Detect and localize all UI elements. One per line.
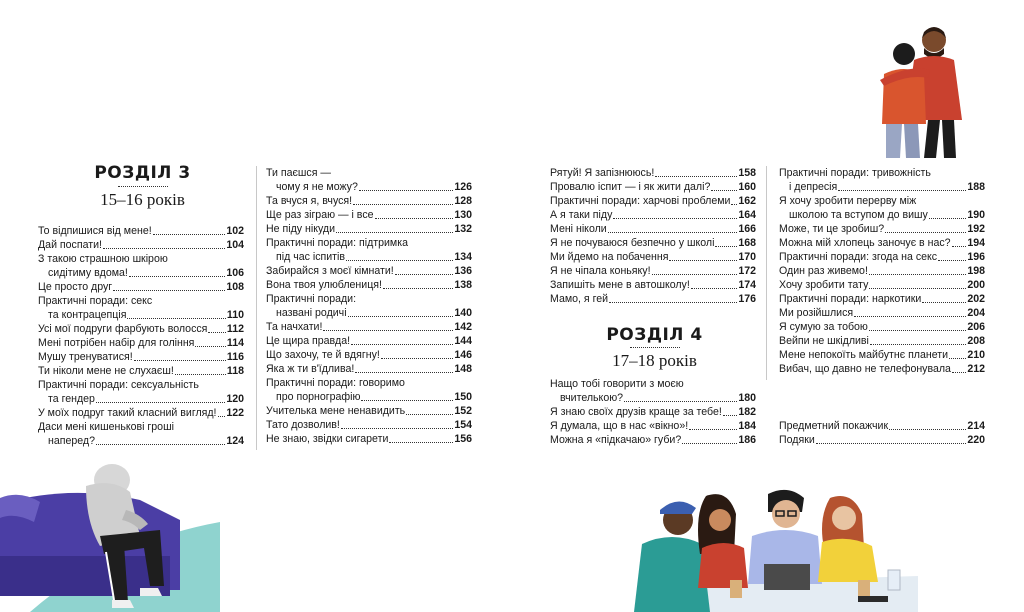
toc-page-number: 140 (454, 307, 472, 319)
toc-entry-title-line: Даси мені кишенькові гроші (38, 421, 174, 433)
toc-entry-title: Дай поспати! (38, 239, 102, 251)
toc-entry-title-line: Практичні поради: говоримо (266, 377, 405, 389)
toc-entry[interactable] (550, 236, 756, 250)
toc-leader-dots (389, 442, 453, 443)
toc-entry-title: Це просто друг (38, 281, 113, 293)
toc-page-number: 138 (454, 279, 472, 291)
toc-entry[interactable] (266, 208, 472, 222)
toc-page-number: 124 (226, 435, 244, 447)
toc-entry[interactable] (550, 180, 756, 194)
toc-leader-dots (383, 288, 453, 289)
toc-leader-dots (395, 274, 454, 275)
toc-leader-dots (816, 443, 967, 444)
toc-entry-title-line: Практичні поради: тривожність (779, 167, 931, 179)
toc-entry-title: Це щира правда! (266, 335, 351, 347)
toc-leader-dots (869, 274, 966, 275)
toc-entry[interactable] (266, 320, 472, 334)
toc-leader-dots (655, 176, 737, 177)
toc-entry-title-line: Нащо тобі говорити з моєю (550, 378, 684, 390)
toc-leader-dots (359, 190, 453, 191)
toc-entry-title: Не піду нікуди (266, 223, 335, 235)
toc-page-number: 174 (738, 279, 756, 291)
toc-leader-dots (127, 318, 225, 319)
toc-page-number: 134 (454, 251, 472, 263)
toc-leader-dots (134, 360, 226, 361)
toc-leader-dots (103, 248, 225, 249)
toc-leader-dots (691, 288, 738, 289)
toc-entry[interactable] (266, 348, 472, 362)
toc-leader-dots (952, 246, 967, 247)
toc-leader-dots (870, 344, 966, 345)
toc-entry[interactable] (38, 238, 244, 252)
toc-entry[interactable] (550, 194, 756, 208)
toc-leader-dots (889, 429, 966, 430)
toc-page-number: 176 (738, 293, 756, 305)
toc-page-number: 168 (738, 237, 756, 249)
toc-leader-dots (949, 358, 966, 359)
toc-leader-dots (624, 401, 737, 402)
toc-page-number: 122 (226, 407, 244, 419)
toc-entry[interactable] (550, 222, 756, 236)
toc-entry[interactable] (779, 433, 985, 447)
toc-leader-dots (723, 415, 737, 416)
toc-page-number: 214 (967, 420, 985, 432)
toc-entry[interactable] (779, 236, 985, 250)
toc-leader-dots (715, 246, 737, 247)
toc-entry[interactable] (779, 194, 985, 222)
toc-entry[interactable] (38, 378, 244, 406)
toc-leader-dots (208, 332, 226, 333)
toc-entry-title: Я не почуваюся безпечно у школі (550, 237, 715, 249)
toc-entry[interactable] (38, 336, 244, 350)
toc-leader-dots (689, 429, 737, 430)
toc-entry-title: Практичні поради: наркотики (779, 293, 922, 305)
toc-entry[interactable] (38, 322, 244, 336)
toc-entry-title: Ти ніколи мене не слухаєш! (38, 365, 174, 377)
toc-page-number: 162 (738, 195, 756, 207)
toc-entry-title: Я не чіпала коньяку! (550, 265, 651, 277)
toc-page-number: 186 (738, 434, 756, 446)
toc-page-number: 172 (738, 265, 756, 277)
toc-leader-dots (711, 190, 737, 191)
toc-entry-title: і депресія (789, 181, 838, 193)
toc-column-1 (38, 224, 244, 448)
toc-page-number: 118 (226, 365, 244, 377)
toc-leader-dots (609, 302, 737, 303)
toc-entry[interactable] (779, 292, 985, 306)
toc-entry[interactable] (779, 250, 985, 264)
toc-leader-dots (175, 374, 226, 375)
toc-leader-dots (869, 330, 966, 331)
toc-entry[interactable] (38, 406, 244, 420)
chapter-3-subtitle: 15–16 років (100, 190, 185, 209)
toc-entry-title: Вибач, що давно не телефонувала (779, 363, 951, 375)
toc-leader-dots (96, 402, 225, 403)
toc-page-number: 116 (226, 351, 244, 363)
toc-entry-title: Що захочу, те й вдягну! (266, 349, 380, 361)
toc-entry[interactable] (779, 362, 985, 376)
toc-leader-dots (195, 346, 225, 347)
toc-entry-title: Усі мої подруги фарбують волосся (38, 323, 208, 335)
toc-page-number: 106 (226, 267, 244, 279)
toc-page-number: 154 (454, 419, 472, 431)
toc-entry-title: Та вчуся я, вчуся! (266, 195, 353, 207)
toc-leader-dots (323, 330, 453, 331)
toc-leader-dots (381, 358, 454, 359)
toc-page-number: 148 (454, 363, 472, 375)
toc-entry[interactable] (779, 306, 985, 320)
toc-entry[interactable] (779, 264, 985, 278)
toc-entry[interactable] (779, 278, 985, 292)
toc-entry-title: Можна я «підкачаю» губи? (550, 434, 682, 446)
toc-entry-title: Може, ти це зробиш? (779, 223, 885, 235)
toc-page-number: 102 (226, 225, 244, 237)
toc-entry[interactable] (38, 252, 244, 280)
toc-entry[interactable] (38, 224, 244, 238)
toc-entry-title-line: Ти паєшся — (266, 167, 331, 179)
toc-entry-title: Провалю іспит — і як жити далі? (550, 181, 711, 193)
toc-leader-dots (608, 232, 738, 233)
toc-page-number: 150 (454, 391, 472, 403)
illustration-teen-group (618, 484, 918, 612)
toc-entry[interactable] (550, 166, 756, 180)
toc-entry[interactable] (38, 364, 244, 378)
toc-leader-dots (353, 204, 453, 205)
toc-entry-title: У моїх подруг такий класний вигляд! (38, 407, 217, 419)
toc-entry-title: Забирайся з моєї кімнати! (266, 265, 394, 277)
toc-leader-dots (346, 260, 453, 261)
toc-page-number: 126 (454, 181, 472, 193)
toc-entry[interactable] (779, 348, 985, 362)
toc-leader-dots (361, 400, 453, 401)
toc-leader-dots (682, 443, 737, 444)
chapter-4-rule (630, 347, 680, 348)
toc-entry[interactable] (550, 250, 756, 264)
toc-page-number: 208 (967, 335, 985, 347)
toc-entry-title: Предметний покажчик (779, 420, 889, 432)
toc-entry-title: наперед? (48, 435, 95, 447)
toc-page-number: 202 (967, 293, 985, 305)
toc-page-number: 144 (454, 335, 472, 347)
toc-entry[interactable] (266, 236, 472, 264)
toc-page-number: 104 (226, 239, 244, 251)
toc-entry[interactable] (266, 194, 472, 208)
toc-page-number: 146 (454, 349, 472, 361)
toc-entry-title: Та начхати! (266, 321, 323, 333)
toc-entry-title: та контрацепція (48, 309, 127, 321)
toc-entry-title: Мені потрібен набір для гоління (38, 337, 195, 349)
column-divider-right (766, 166, 767, 380)
toc-entry-title-line: Я хочу зробити перерву між (779, 195, 917, 207)
toc-entry[interactable] (779, 419, 985, 433)
toc-entry-title: Мене непокоїть майбутнє планети (779, 349, 949, 361)
toc-entry-title: Учителька мене ненавидить (266, 405, 406, 417)
toc-entry-title: Практичні поради: харчові проблеми (550, 195, 731, 207)
toc-page-number: 188 (967, 181, 985, 193)
toc-page-number: 180 (738, 392, 756, 404)
toc-entry[interactable] (550, 405, 756, 419)
toc-entry-title: Можна мій хлопець заночує в нас? (779, 237, 951, 249)
toc-leader-dots (652, 274, 738, 275)
toc-entry[interactable] (550, 292, 756, 306)
toc-entry[interactable] (779, 320, 985, 334)
toc-entry-title: Ще раз зіграю — і все (266, 209, 374, 221)
toc-page-number: 164 (738, 209, 756, 221)
toc-column-4 (779, 166, 985, 376)
toc-page-number: 158 (738, 167, 756, 179)
toc-entry-title-line: Практичні поради: (266, 293, 357, 305)
toc-page-number: 196 (967, 251, 985, 263)
toc-entry-title: сидітиму вдома! (48, 267, 128, 279)
toc-entry-title: То відпишися від мене! (38, 225, 152, 237)
toc-entry[interactable] (550, 264, 756, 278)
toc-entry-title-line: Практичні поради: підтримка (266, 237, 408, 249)
toc-page-number: 120 (226, 393, 244, 405)
toc-page-number: 128 (454, 195, 472, 207)
toc-page-number: 198 (967, 265, 985, 277)
toc-leader-dots (351, 344, 453, 345)
toc-page-number: 136 (454, 265, 472, 277)
toc-entry-title: Я знаю своїх друзів краще за тебе! (550, 406, 722, 418)
toc-page-number: 132 (454, 223, 472, 235)
toc-entry[interactable] (38, 280, 244, 294)
toc-leader-dots (854, 316, 966, 317)
toc-entry[interactable] (266, 166, 472, 194)
toc-entry[interactable] (266, 292, 472, 320)
toc-entry-title: вчителькою? (560, 392, 624, 404)
toc-leader-dots (153, 234, 226, 235)
toc-entry-title: Хочу зробити тату (779, 279, 869, 291)
toc-entry-title: під час іспитів (276, 251, 346, 263)
toc-entry[interactable] (550, 208, 756, 222)
toc-column-4-back-matter (779, 419, 985, 447)
toc-entry-title: Рятуй! Я запізнююсь! (550, 167, 655, 179)
toc-leader-dots (838, 190, 966, 191)
toc-page-number: 110 (226, 309, 244, 321)
toc-entry[interactable] (779, 166, 985, 194)
toc-entry[interactable] (38, 350, 244, 364)
toc-page-number: 200 (967, 279, 985, 291)
toc-page-number: 204 (967, 307, 985, 319)
toc-entry[interactable] (550, 433, 756, 447)
toc-leader-dots (113, 290, 225, 291)
toc-leader-dots (355, 372, 453, 373)
chapter-3-title: РОЗДІЛ 3 (94, 163, 191, 183)
toc-leader-dots (669, 260, 737, 261)
toc-leader-dots (929, 218, 966, 219)
toc-entry[interactable] (266, 376, 472, 404)
toc-column-3 (550, 166, 756, 306)
toc-page-number: 194 (967, 237, 985, 249)
toc-entry[interactable] (266, 418, 472, 432)
toc-entry-title: Запишіть мене в автошколу! (550, 279, 690, 291)
toc-entry-title: школою та вступом до вишу (789, 209, 928, 221)
toc-column-3-chapter-4 (550, 377, 756, 447)
toc-page-number: 182 (738, 406, 756, 418)
toc-page-number: 160 (738, 181, 756, 193)
toc-entry-title: про порнографію (276, 391, 361, 403)
toc-entry[interactable] (266, 362, 472, 376)
toc-entry[interactable] (779, 334, 985, 348)
toc-entry-title: чому я не можу? (276, 181, 358, 193)
toc-page-number: 156 (454, 433, 472, 445)
toc-leader-dots (885, 232, 966, 233)
toc-leader-dots (922, 302, 966, 303)
toc-entry[interactable] (266, 404, 472, 418)
toc-entry[interactable] (266, 432, 472, 446)
toc-entry-title: А я таки піду (550, 209, 613, 221)
toc-entry[interactable] (266, 334, 472, 348)
toc-entry-title: та гендер (48, 393, 95, 405)
toc-entry-title-line: Практичні поради: секс (38, 295, 153, 307)
toc-leader-dots (613, 218, 737, 219)
toc-page-number: 212 (967, 363, 985, 375)
toc-entry-title: Я думала, що в нас «вікно»! (550, 420, 689, 432)
toc-page-number: 112 (226, 323, 244, 335)
toc-page-number: 108 (226, 281, 244, 293)
toc-entry-title: Я сумую за тобою (779, 321, 868, 333)
toc-entry[interactable] (266, 222, 472, 236)
toc-leader-dots (336, 232, 453, 233)
toc-entry-title: Один раз живемо! (779, 265, 868, 277)
toc-entry-title: Подяки (779, 434, 815, 446)
toc-entry-title: названі родичі (276, 307, 347, 319)
toc-entry-title: Мені ніколи (550, 223, 607, 235)
toc-page-number: 170 (738, 251, 756, 263)
toc-leader-dots (952, 372, 966, 373)
illustration-hugging-pair (870, 22, 982, 158)
column-divider-left (256, 166, 257, 450)
toc-column-2 (266, 166, 472, 446)
toc-leader-dots (348, 316, 454, 317)
toc-entry-title-line: З такою страшною шкірою (38, 253, 168, 265)
toc-entry[interactable] (550, 419, 756, 433)
toc-entry[interactable] (266, 264, 472, 278)
toc-page-number: 192 (967, 223, 985, 235)
toc-entry-title: Мамо, я гей (550, 293, 609, 305)
toc-entry[interactable] (38, 294, 244, 322)
toc-leader-dots (869, 288, 966, 289)
toc-page-number: 152 (454, 405, 472, 417)
toc-page-number: 190 (967, 209, 985, 221)
toc-page-number: 142 (454, 321, 472, 333)
toc-entry-title: Вейпи не шкідливі (779, 335, 869, 347)
toc-leader-dots (218, 416, 226, 417)
toc-leader-dots (96, 444, 225, 445)
toc-page-number: 184 (738, 420, 756, 432)
toc-page-number: 210 (967, 349, 985, 361)
toc-entry[interactable] (779, 222, 985, 236)
toc-entry-title: Тато дозволив! (266, 419, 340, 431)
toc-entry-title: Ми розійшлися (779, 307, 854, 319)
toc-leader-dots (406, 414, 453, 415)
chapter-4-subtitle: 17–18 років (612, 351, 697, 370)
illustration-teen-on-bed (0, 456, 220, 612)
toc-leader-dots (731, 204, 737, 205)
toc-entry[interactable] (38, 420, 244, 448)
chapter-3-rule (118, 186, 168, 187)
toc-entry-title: Мушу тренуватися! (38, 351, 133, 363)
toc-entry-title: Вона твоя улюблениця! (266, 279, 382, 291)
toc-page-number: 206 (967, 321, 985, 333)
toc-leader-dots (129, 276, 225, 277)
toc-leader-dots (341, 428, 453, 429)
toc-page-number: 220 (967, 434, 985, 446)
toc-entry[interactable] (550, 278, 756, 292)
toc-page-number: 114 (226, 337, 244, 349)
chapter-4-title: РОЗДІЛ 4 (606, 325, 703, 345)
toc-entry-title: Практичні поради: згода на секс (779, 251, 938, 263)
toc-entry-title: Ми йдемо на побачення (550, 251, 669, 263)
toc-leader-dots (375, 218, 454, 219)
toc-page-number: 166 (738, 223, 756, 235)
toc-entry-title: Яка ж ти в'їдлива! (266, 363, 355, 375)
toc-entry[interactable] (550, 377, 756, 405)
toc-entry[interactable] (266, 278, 472, 292)
toc-entry-title: Не знаю, звідки сигарети (266, 433, 389, 445)
toc-leader-dots (938, 260, 966, 261)
toc-entry-title-line: Практичні поради: сексуальність (38, 379, 199, 391)
toc-page-number: 130 (454, 209, 472, 221)
